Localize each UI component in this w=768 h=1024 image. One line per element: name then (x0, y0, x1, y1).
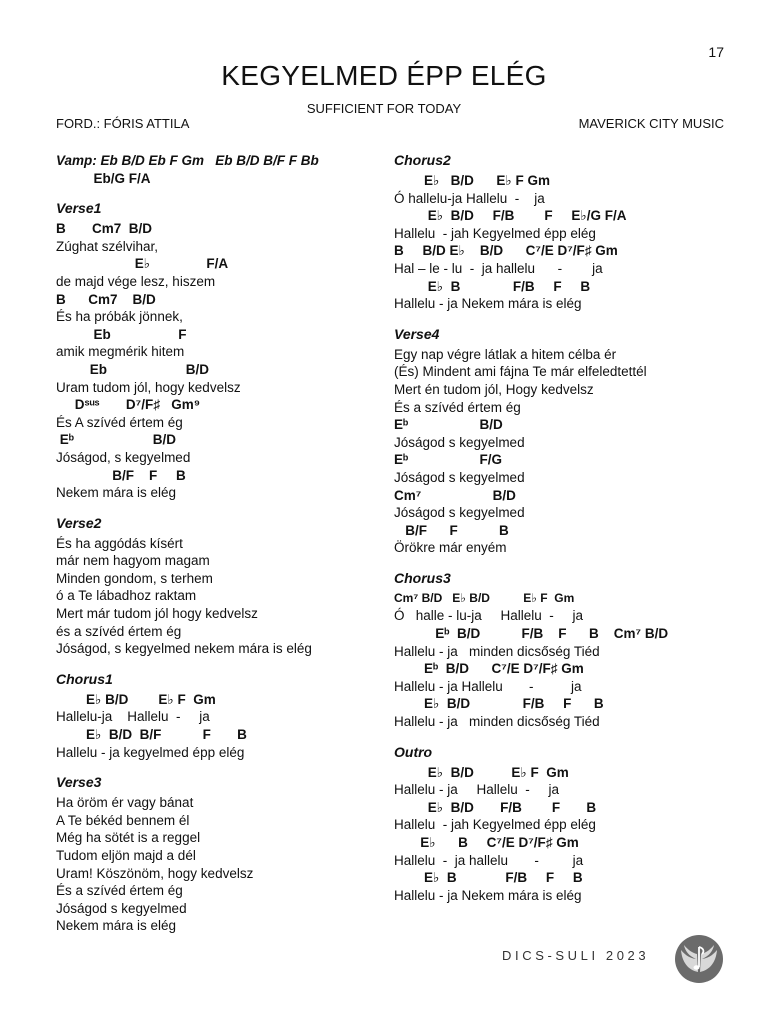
lyric-line: Ha öröm ér vagy bánat (56, 795, 194, 811)
wings-note-logo-icon (674, 934, 724, 984)
lyric-line: És a szívéd értem ég (394, 399, 521, 415)
section-heading: Verse1 (56, 200, 102, 217)
lyric-line: A Te békéd bennem él (56, 812, 190, 828)
artist-credit: MAVERICK CITY MUSIC (578, 116, 724, 131)
section-heading: Chorus1 (56, 670, 113, 687)
lyric-line: Hallelu - ja Hallelu - ja (394, 782, 560, 798)
chord-line: Eᵇ B/D (56, 432, 177, 448)
lyric-line: Ó halle - lu-ja Hallelu - ja (394, 608, 584, 624)
chord-line: E♭ B/D F/B F B (394, 696, 604, 712)
chord-line: Eᵇ B/D C⁷/E D⁷/F♯ Gm (394, 661, 584, 677)
lyric-line: Hallelu - ja Nekem mára is elég (394, 887, 582, 903)
lyric-line: Hallelu - ja minden dicsőség Tiéd (394, 643, 600, 659)
lyric-line: Hallelu - jah Kegyelmed épp elég (394, 225, 596, 241)
song-section (56, 671, 386, 761)
lyric-line: Hallelu - jah Kegyelmed épp elég (394, 817, 596, 833)
lyric-line: Uram! Köszönöm, hogy kedvelsz (56, 865, 254, 881)
lyric-line: Tudom eljön majd a dél (56, 848, 196, 863)
lyric-line: Hallelu - ja minden dicsőség Tiéd (394, 714, 600, 730)
lyric-line: és a szívéd értem ég (56, 623, 182, 639)
chord-line: E♭ B F/B F B (394, 870, 583, 886)
lyric-line: Mert én tudom jól, Hogy kedvelsz (394, 381, 594, 397)
song-subtitle: SUFFICIENT FOR TODAY (306, 101, 462, 116)
footer-text: DICS-SULI 2023 (502, 948, 650, 963)
lyric-line: ó a Te lábadhoz raktam (56, 588, 197, 604)
lyric-line: És ha aggódás kísért (56, 535, 183, 551)
chord-line: E♭ B C⁷/E D⁷/F♯ Gm (394, 835, 579, 850)
chord-line: Cm⁷ B/D (394, 487, 516, 503)
chord-line: Eb/G F/A (56, 170, 151, 186)
chord-line: E♭ F/A (56, 256, 229, 272)
lyric-line: Jóságod s kegyelmed (56, 900, 187, 916)
lyric-line: Hallelu-ja Hallelu - ja (56, 709, 210, 725)
section-heading: Verse3 (56, 774, 102, 791)
song-section (56, 200, 386, 502)
chord-line: Vamp: Eb B/D Eb F Gm Eb B/D B/F F Bb (56, 153, 319, 168)
chord-line: Eᵇ B/D (394, 417, 503, 433)
section-heading: Verse2 (56, 514, 102, 531)
chord-line: Cm⁷ B/D E♭ B/D E♭ F Gm (394, 590, 575, 605)
section-heading: Verse4 (394, 325, 440, 342)
chord-line: E♭ B F/B F B (394, 278, 591, 294)
lyric-line: Hal – le - lu - ja hallelu - ja (394, 260, 603, 276)
section-heading: Outro (394, 743, 433, 760)
lyric-line: Hallelu - ja hallelu - ja (394, 852, 584, 868)
page-number: 17 (708, 44, 724, 60)
chord-line: Eᵇ B/D F/B F B Cm⁷ B/D (394, 626, 669, 642)
lyric-line: Még ha sötét is a reggel (56, 830, 201, 846)
lyric-line: Hallelu - ja Hallelu - ja (394, 678, 582, 694)
left-column (56, 152, 386, 948)
translator-credit: FORD.: FÓRIS ATTILA (56, 116, 190, 131)
song-section (394, 570, 724, 731)
lyric-line: már nem hagyom magam (56, 553, 210, 569)
song-section (394, 326, 724, 557)
chord-line: Dˢᵘˢ D⁷/F♯ Gm⁹ (56, 397, 201, 413)
lyric-line: Egy nap végre látlak a hitem célba ér (394, 346, 617, 362)
lyric-line: Örökre már enyém (394, 540, 507, 556)
song-section (56, 515, 386, 658)
chord-line: E♭ B/D F/B F E♭/G F/A (394, 208, 627, 224)
lyric-line: És a szívéd értem ég (56, 883, 183, 899)
lyric-line: Mert már tudom jól hogy kedvelsz (56, 606, 258, 622)
lyric-line: Uram tudom jól, hogy kedvelsz (56, 379, 241, 395)
lyric-line: És A szívéd értem ég (56, 414, 183, 430)
chord-line: B/F F B (56, 467, 186, 483)
song-title: KEGYELMED ÉPP ELÉG (221, 60, 547, 91)
right-column (394, 152, 724, 917)
lyric-line: de majd vége lesz, hiszem (56, 273, 216, 289)
chord-line: B Cm7 B/D (56, 291, 156, 307)
chord-line: E♭ B/D F/B F B (394, 799, 597, 815)
chord-line: Eᵇ F/G (394, 452, 503, 468)
lyric-line: Jóságod s kegyelmed (394, 469, 525, 485)
lyric-line: (És) Mindent ami fájna Te már elfeledtettél (394, 364, 647, 380)
lyric-line: Hallelu - ja Nekem mára is elég (394, 296, 582, 312)
song-section (394, 152, 724, 313)
section-heading: Chorus3 (394, 569, 451, 586)
song-section (394, 744, 724, 905)
lyric-line: Ó hallelu-ja Hallelu - ja (394, 190, 545, 206)
chord-line: E♭ B/D B/F F B (56, 727, 247, 743)
chord-line: B B/D E♭ B/D C⁷/E D⁷/F♯ Gm (394, 243, 618, 259)
lyric-line: Minden gondom, s terhem (56, 570, 213, 586)
song-section (56, 152, 386, 187)
lyric-line: Jóságod s kegyelmed (394, 434, 525, 450)
chord-line: B Cm7 B/D (56, 221, 153, 237)
lyric-line: És ha próbák jönnek, (56, 309, 183, 325)
chord-line: Eb B/D (56, 361, 210, 377)
lyric-line: Jóságod, s kegyelmed (56, 449, 191, 465)
section-heading: Chorus2 (394, 152, 451, 168)
lyric-line: Nekem mára is elég (56, 918, 177, 934)
lyric-line: amik megmérik hitem (56, 344, 185, 360)
song-section (56, 774, 386, 935)
chord-line: E♭ B/D E♭ F Gm (56, 691, 216, 707)
lyric-line: Zúghat szélvihar, (56, 238, 159, 254)
chord-line: B/F F B (394, 522, 509, 538)
lyric-line: Nekem mára is elég (56, 485, 177, 501)
chord-line: E♭ B/D E♭ F Gm (394, 764, 569, 780)
lyric-line: Jóságod s kegyelmed (394, 505, 525, 521)
lyric-line: Jóságod, s kegyelmed nekem mára is elég (56, 641, 312, 657)
chord-line: Eb F (56, 326, 187, 342)
lyric-line: Hallelu - ja kegyelmed épp elég (56, 744, 245, 760)
chord-line: E♭ B/D E♭ F Gm (394, 173, 551, 188)
